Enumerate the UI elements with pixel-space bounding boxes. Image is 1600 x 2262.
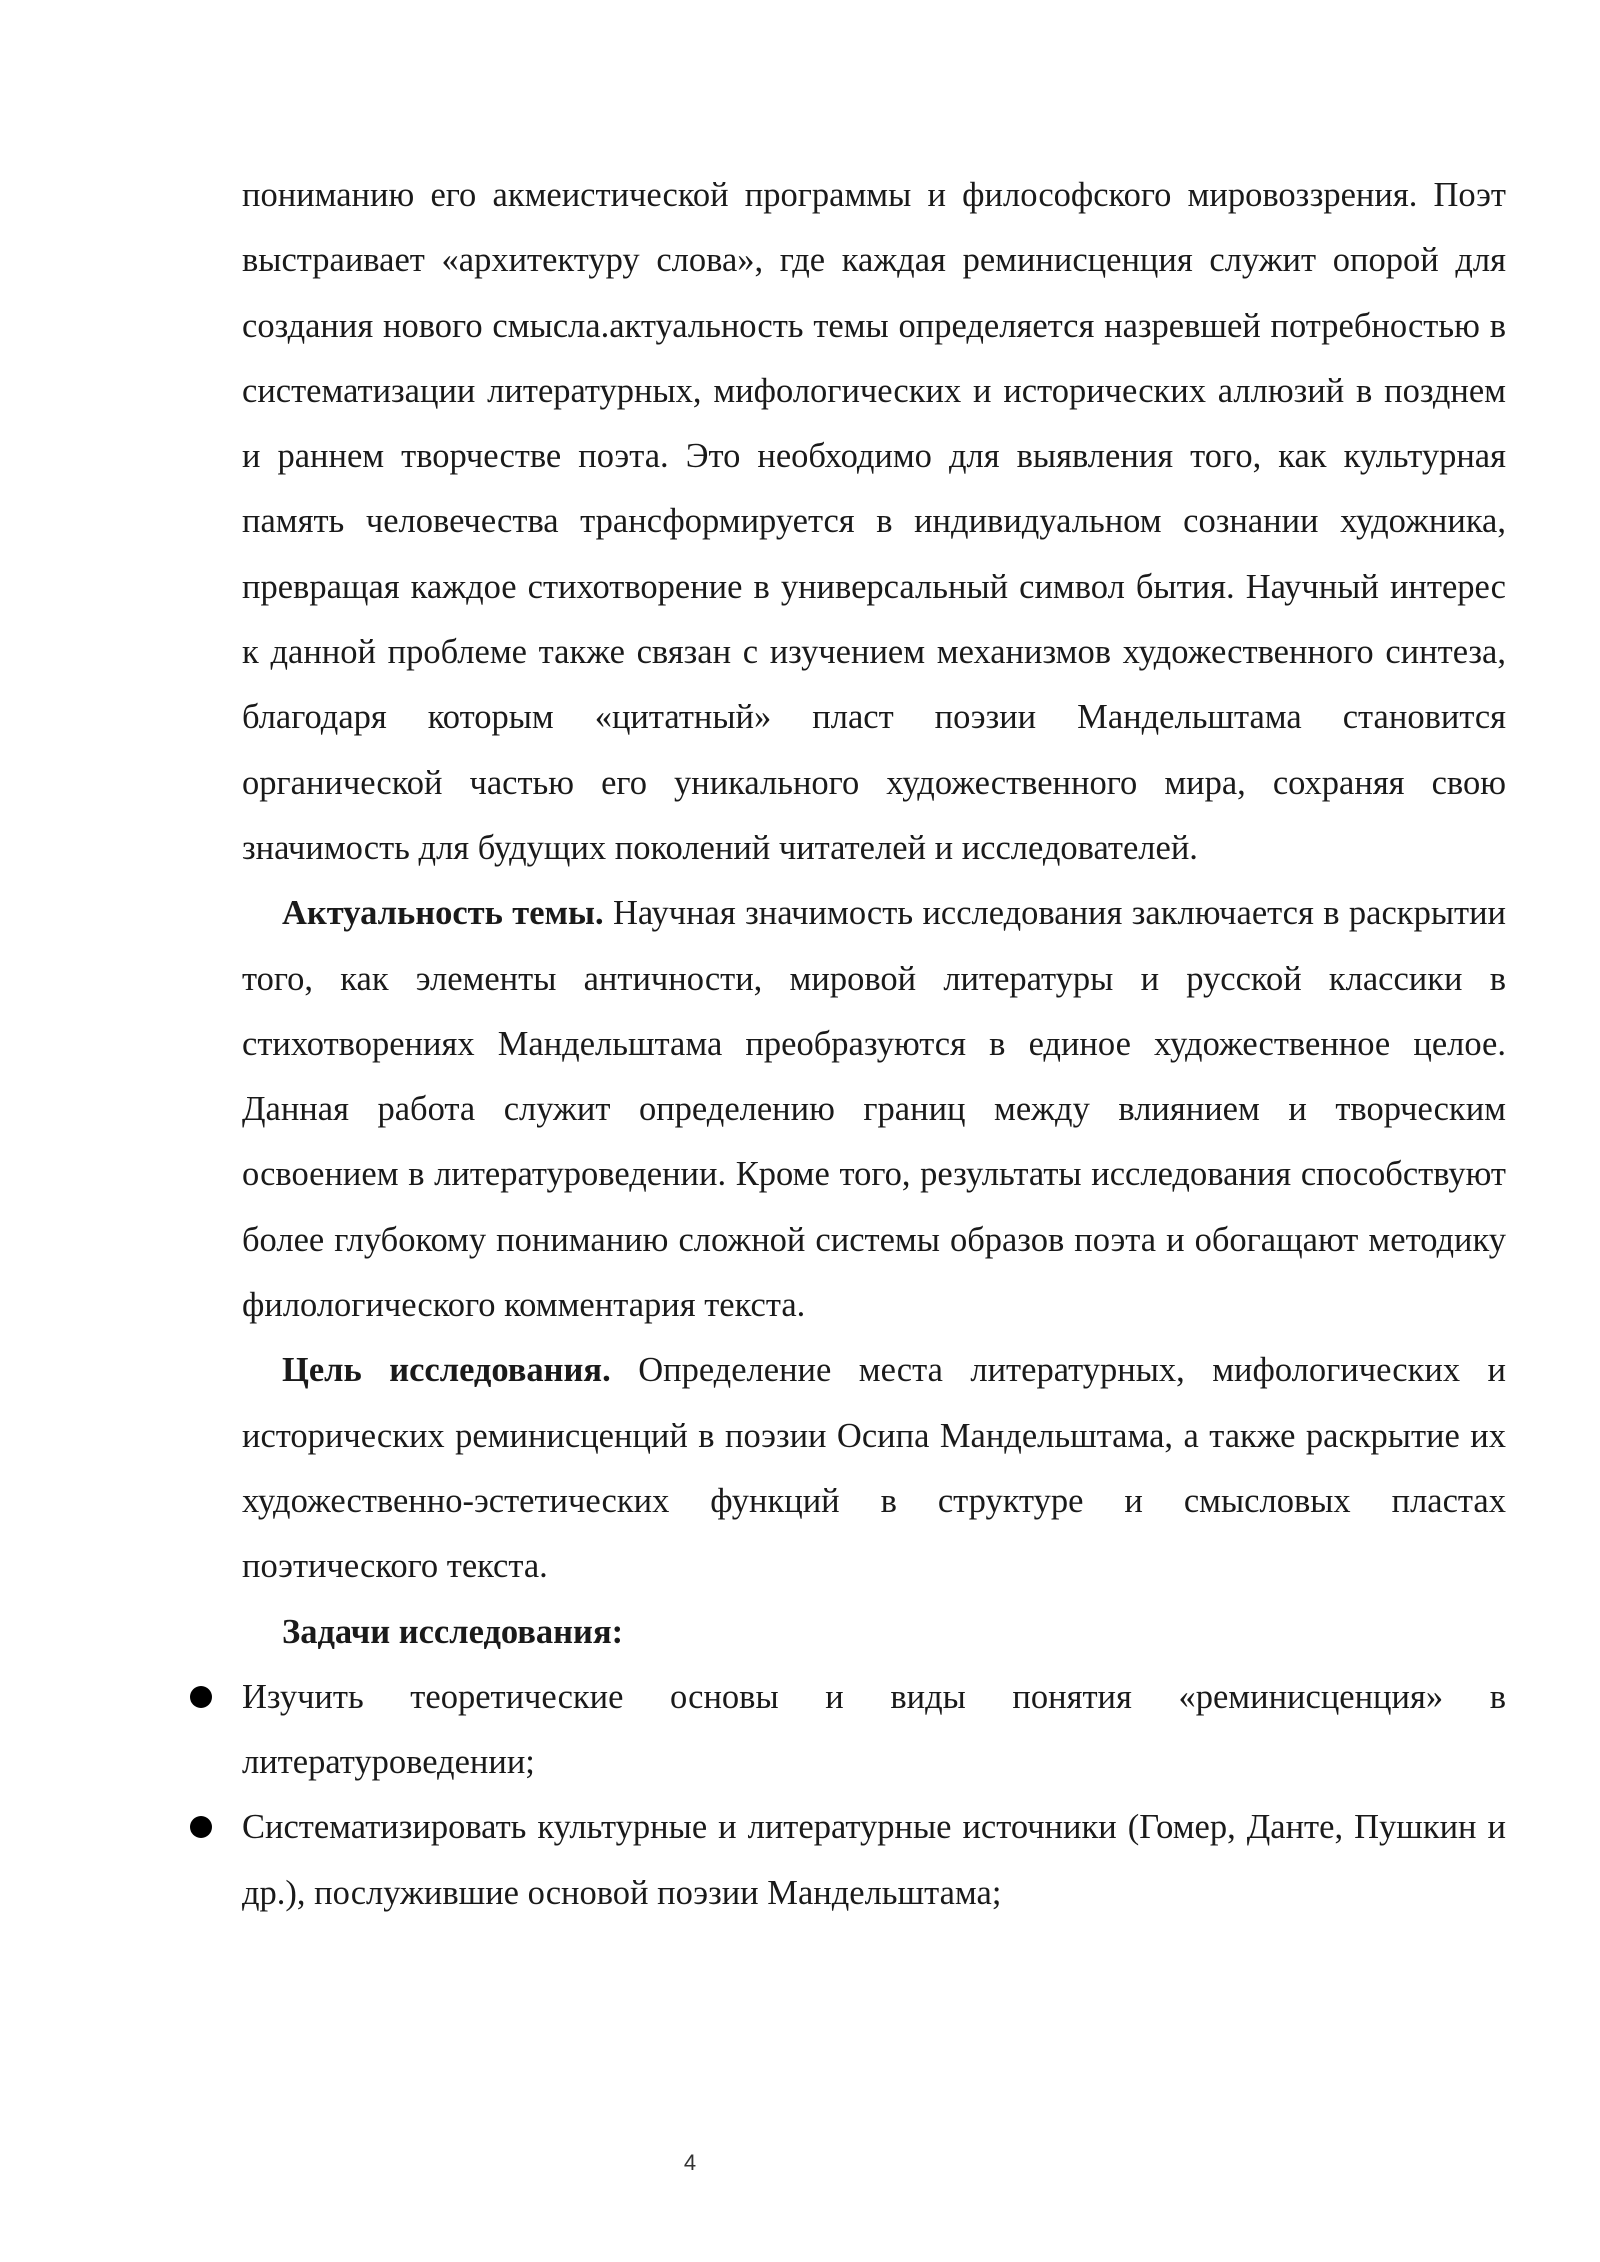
task-item-text: Систематизировать культурные и литературные источники (Гомер, Данте, Пушкин и др.), послужившие основой поэзии Мандельштама; [242,1808,1506,1912]
relevance-heading: Актуальность темы. [282,894,604,933]
task-item-text: Изучить теоретические основы и виды понятия «реминисценция» в литературоведении; [242,1677,1506,1782]
tasks-heading: Задачи исследования: [282,1612,624,1651]
list-item [242,1795,1506,1926]
relevance-paragraph [242,881,1506,1338]
relevance-text: Научная значимость исследования заключается в раскрытии того, как элементы античности, мировой литературы и русской классики в стихотворениях Мандельштама преобразуются в единое художественное целое. Данная работа служит определению границ между влиянием и творческим освоением в литературоведении. Кроме того, результаты исследования способствуют более глубокому пониманию сложной системы образов поэта и обогащают методику филологического комментария текста. [242,894,1506,1325]
bullet-icon [190,1686,212,1708]
goal-paragraph [242,1338,1506,1599]
tasks-list [242,1665,1506,1926]
list-item [242,1665,1506,1796]
page-number: 4 [683,2150,697,2175]
goal-heading: Цель исследования. [282,1351,611,1390]
bullet-icon [190,1816,212,1838]
continuation-paragraph: пониманию его акмеистической программы и философского мировоззрения. Поэт выстраивает «архитектуру слова», где каждая реминисценция служит опорой для создания нового смысла.актуальность темы определяется назревшей потребностью в систематизации литературных, мифологических и исторических аллюзий в позднем и раннем творчестве поэта. Это необходимо для выявления того, как культурная память человечества трансформируется в индивидуальном сознании художника, превращая каждое стихотворение в универсальный символ бытия. Научный интерес к данной проблеме также связан с изучением механизмов художественного синтеза, благодаря которым «цитатный» пласт поэзии Мандельштама становится органической частью его уникального художественного мира, сохраняя свою значимость для будущих поколений читателей и исследователей. [242,176,1506,867]
goal-text: Определение места литературных, мифологических и исторических реминисценций в поэзии Осипа Мандельштама, а также раскрытие их художественно-эстетических функций в структуре и смысловых пластах поэтического текста. [242,1351,1506,1586]
document-body [242,163,1506,1926]
